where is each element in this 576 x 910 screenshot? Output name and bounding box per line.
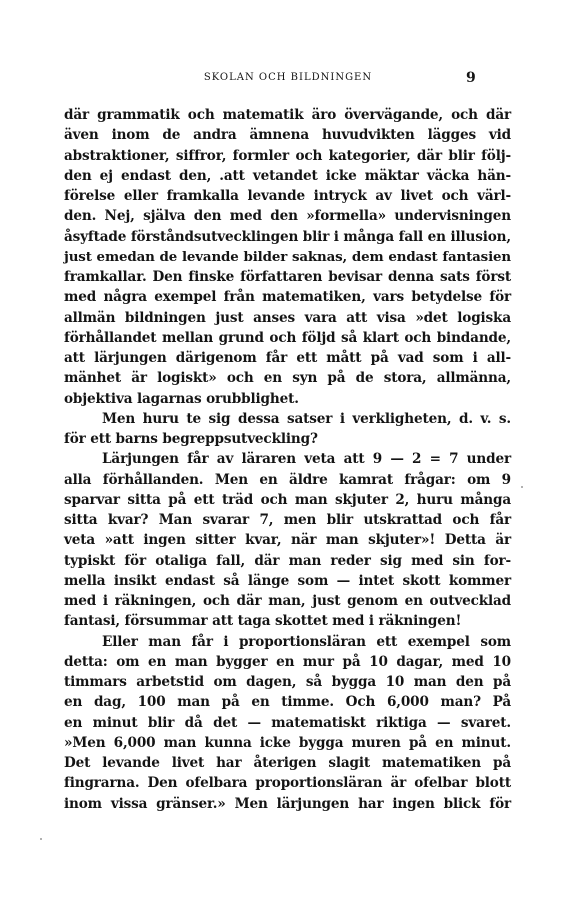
text-line: timmars arbetstid om dagen, så bygga 10 man den på <box>64 674 511 690</box>
print-speck <box>521 486 523 488</box>
text-line: att lärjungen därigenom får ett mått på vad som i all- <box>64 350 511 366</box>
text-line: fantasi, försummar att taga skottet med i räkningen! <box>64 613 462 630</box>
print-speck <box>40 838 42 840</box>
text-line: just emedan de levande bilder saknas, dem endast fantasien <box>64 248 511 265</box>
text-line: framkallar. Den finske författaren bevisar denna sats först <box>64 269 511 285</box>
text-line: »Men 6,000 man kunna icke bygga muren på en minut. <box>64 734 511 751</box>
text-line: detta: om en man bygger en mur på 10 dagar, med 10 <box>64 653 511 670</box>
text-line: alla förhållanden. Men en äldre kamrat frågar: om 9 <box>64 471 511 488</box>
text-line: förhållandet mellan grund och följd så klart och bindande, <box>64 329 511 346</box>
text-line: allmän bildningen just anses vara att visa »det logiska <box>64 309 511 326</box>
running-title: SKOLAN OCH BILDNINGEN <box>203 72 373 83</box>
text-line: Eller man får i proportionsläran ett exempel som <box>102 633 511 650</box>
text-line: den. Nej, själva den med den »formella» undervisningen <box>64 208 511 225</box>
text-line: veta »att ingen sitter kvar, när man skjuter»! Detta är <box>64 532 511 549</box>
text-line: förelse eller framkalla levande intryck av livet och värl- <box>64 188 511 204</box>
text-line: Men huru te sig dessa satser i verkligheten, d. v. s. <box>102 410 511 427</box>
text-line: inom vissa gränser.» Men lärjungen har ingen blick för <box>64 795 511 812</box>
text-line: även inom de andra ämnena huvudvikten lägges vid <box>64 127 511 144</box>
text-line: en dag, 100 man på en timme. Och 6,000 man? På <box>64 694 511 711</box>
page-number: 9 <box>466 70 476 86</box>
text-line: med några exempel från matematiken, vars betydelse för <box>64 289 511 306</box>
text-line: Lärjungen får av läraren veta att 9 — 2 = 7 under <box>102 451 511 468</box>
text-line: mella insikt endast så länge som — intet skott kommer <box>64 572 511 589</box>
body-text <box>64 105 511 814</box>
text-line: fingrarna. Den ofelbara proportionsläran är ofelbar blott <box>64 775 511 792</box>
running-head <box>0 70 576 86</box>
text-line: för ett barns begreppsutveckling? <box>64 431 318 447</box>
text-line: en minut blir då det — matematiskt riktiga — svaret. <box>64 714 511 731</box>
text-line: Det levande livet har återigen slagit matematiken på <box>64 755 511 771</box>
text-line: objektiva lagarnas orubblighet. <box>64 390 299 407</box>
text-line: sparvar sitta på ett träd och man skjuter 2, huru många <box>64 491 511 508</box>
text-line: abstraktioner, siffror, formler och kategorier, där blir följ- <box>64 147 511 164</box>
text-line: sitta kvar? Man svarar 7, men blir utskrattad och får <box>64 512 511 528</box>
text-line: där grammatik och matematik äro övervägande, och där <box>64 107 511 123</box>
text-line: åsyftade förståndsutvecklingen blir i många fall en illusion, <box>64 228 511 245</box>
text-line: typiskt för otaliga fall, där man reder sig med sin for- <box>64 552 511 569</box>
text-line: med i räkningen, och där man, just genom en outvecklad <box>64 593 511 609</box>
text-line: mänhet är logiskt» och en syn på de stora, allmänna, <box>64 370 511 387</box>
text-line: den ej endast den, .att vetandet icke mäktar väcka hän- <box>64 167 511 184</box>
